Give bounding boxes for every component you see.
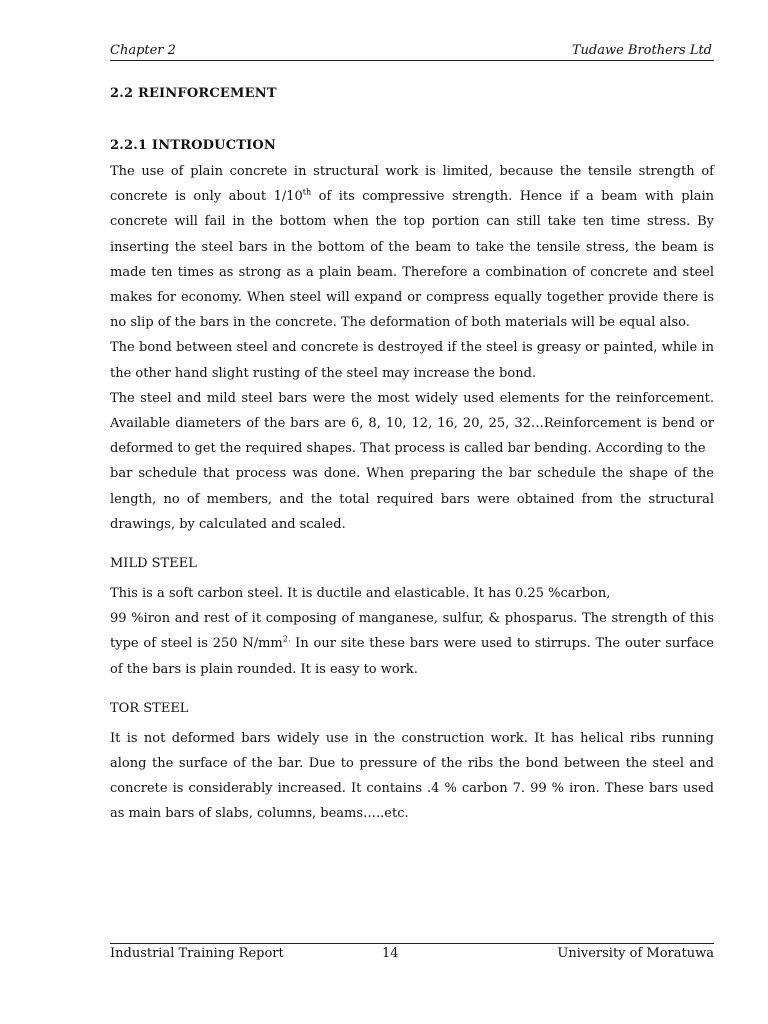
tor-steel-paragraph: It is not deformed bars widely use in the construction work. It has helical ribs running along the surface of the bar. Due to pressure of the ribs the bond between the steel and concrete is considerably increased. It contains .4 % carbon 7. 99 % iron. These bars used as main bars of slabs, columns, beams…..etc. [110, 730, 714, 822]
section-title: 2.2 REINFORCEMENT [110, 86, 277, 101]
mild-steel-line-1: This is a soft carbon steel. It is ductile and elasticable. It has 0.25 %carbon, [110, 586, 611, 602]
header-rule [110, 60, 714, 61]
header-chapter: Chapter 2 [110, 43, 176, 58]
mild-steel-heading: MILD STEEL [110, 556, 197, 572]
mild-steel-superscript: 2. [282, 635, 291, 645]
mild-steel-text-a: 99 %iron and rest of it composing of manganese, sulfur, & phosparus. The strength of this type of steel is 250 N/mm [110, 611, 714, 652]
intro-paragraph-1 [110, 159, 714, 335]
subsection-title: 2.2.1 INTRODUCTION [110, 138, 276, 153]
header-company: Tudawe Brothers Ltd [571, 43, 712, 58]
intro-paragraph-2: The bond between steel and concrete is destroyed if the steel is greasy or painted, while in the other hand slight rusting of the steel may increase the bond. [110, 340, 714, 381]
intro-p1-superscript: th [302, 187, 312, 197]
footer-university: University of Moratuwa [557, 946, 714, 961]
page-number: 14 [382, 946, 399, 961]
running-header [110, 43, 712, 58]
footer-report-title: Industrial Training Report [110, 946, 284, 961]
tor-steel-heading: TOR STEEL [110, 700, 189, 716]
intro-p1-text-b: of its compressive strength. Hence if a beam with plain concrete will fail in the bottom when the top portion can still take ten time stress. By inserting the steel bars in the bottom of the beam to take the tensile stress, the beam is made ten times as strong as a plain beam. Therefore a combination of concrete and steel makes for economy. When steel will expand or compress equally together provide there is no slip of the bars in the concrete. The deformation of both materials will be equal also. [110, 189, 714, 331]
mild-steel-paragraph [110, 606, 714, 682]
intro-paragraph-3b: bar schedule that process was done. When preparing the bar schedule the shape of the length, no of members, and the total required bars were obtained from the structural drawings, by calculated and scaled. [110, 466, 714, 532]
intro-paragraph-3a: The steel and mild steel bars were the most widely used elements for the reinforcement. Available diameters of the bars are 6, 8, 10, 12, 16, 20, 25, 32…Reinforcement is bend or deformed to get the required shapes. That process is called bar bending. According to the [110, 390, 714, 457]
intro-p1-text-a: The use of plain concrete in structural work is limited, because the tensile strength of concrete is only about 1/10 [110, 164, 714, 205]
mild-steel-text-b: In our site these bars were used to stirrups. The outer surface of the bars is plain rounded. It is easy to work. [110, 636, 714, 677]
main-content [110, 84, 714, 827]
footer-rule [110, 943, 714, 944]
